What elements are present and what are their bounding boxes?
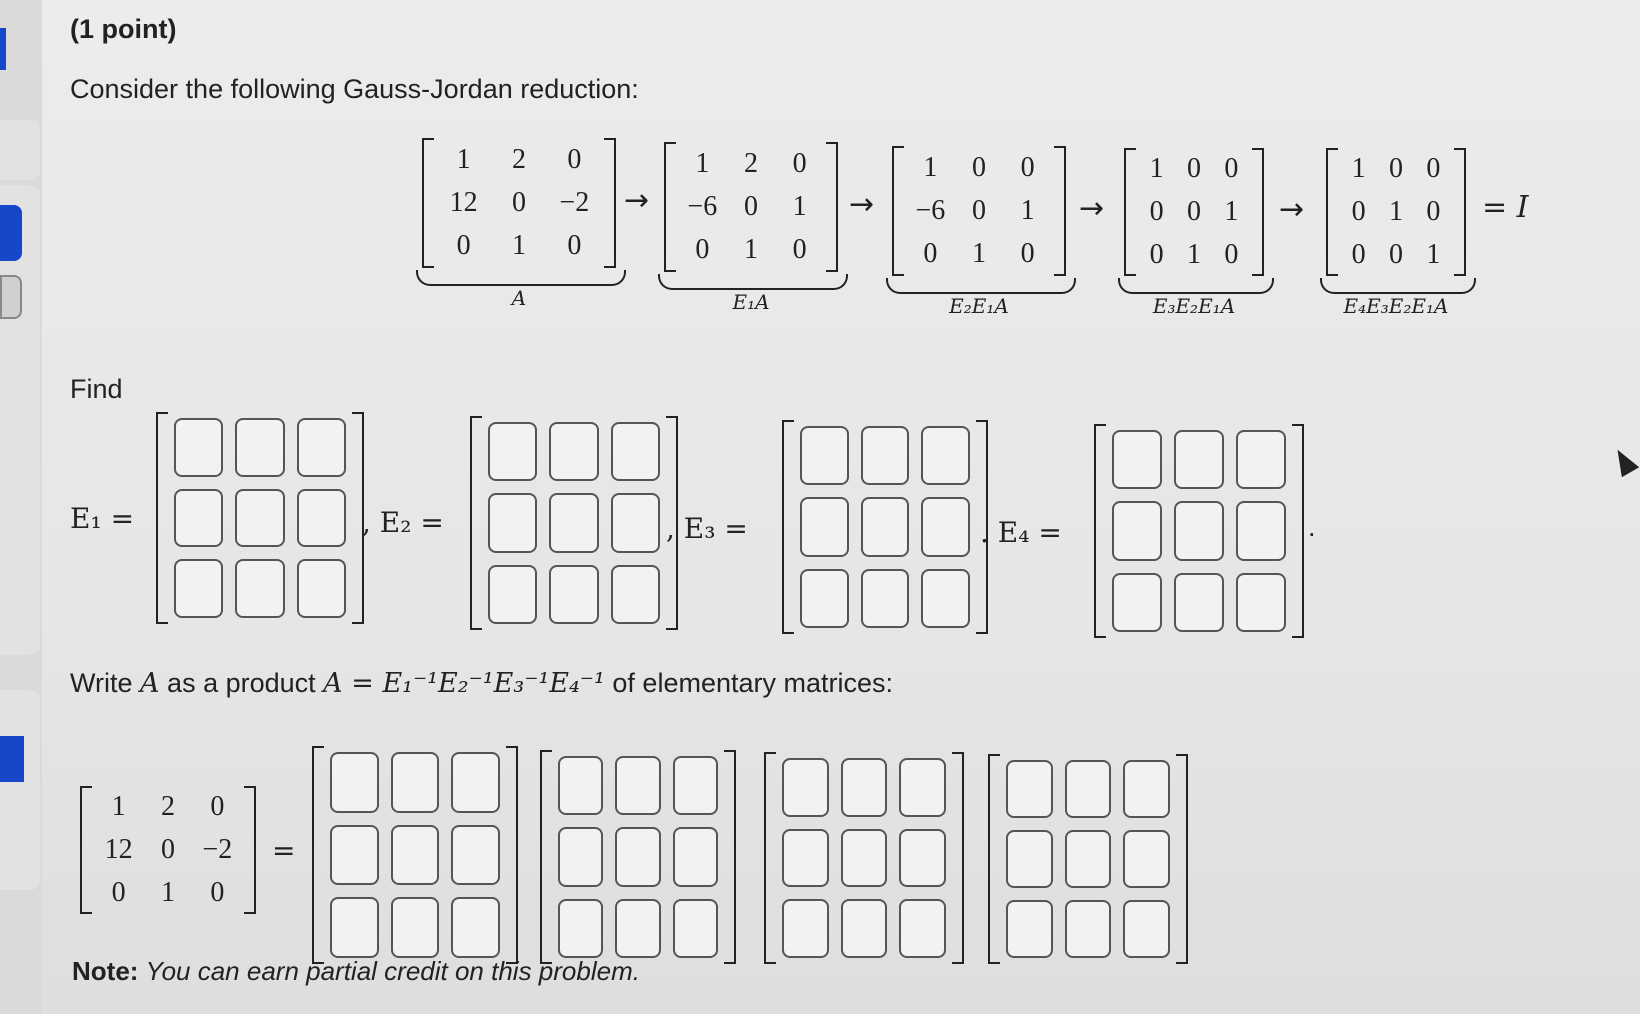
right-bracket — [666, 416, 678, 630]
matrix-entry: 0 — [1426, 153, 1441, 185]
matrix-entry: 12 — [449, 186, 478, 218]
underbrace — [1118, 278, 1274, 294]
entry-grid — [174, 418, 346, 618]
matrix-entry: 0 — [743, 190, 758, 222]
matrix-entry-input[interactable] — [611, 565, 660, 624]
matrix-entry-input[interactable] — [782, 829, 829, 888]
left-bracket — [80, 786, 92, 914]
matrix-entry: 0 — [1388, 153, 1403, 185]
matrix-entry-input[interactable] — [1123, 900, 1170, 958]
matrix-entry-input[interactable] — [549, 493, 598, 552]
matrix-entry-input[interactable] — [391, 752, 440, 813]
find-label-e3: , E₃ = — [666, 512, 748, 545]
matrix-entry: 1 — [1149, 153, 1164, 185]
matrix-entry-input[interactable] — [615, 899, 660, 958]
left-bracket — [664, 142, 676, 272]
matrix-entry-input[interactable] — [488, 493, 537, 552]
matrix-entry-input[interactable] — [330, 897, 379, 958]
matrix-entry-input[interactable] — [235, 559, 284, 618]
matrix-entry-input[interactable] — [174, 559, 223, 618]
matrix-entry-input[interactable] — [451, 752, 500, 813]
product-write: Write — [70, 668, 133, 698]
left-bracket — [312, 746, 324, 964]
find-label-e2: , E₂ = — [362, 506, 444, 539]
mouse-cursor-icon — [1609, 445, 1639, 478]
matrix-grid — [436, 138, 602, 268]
matrix-grid — [678, 142, 824, 272]
reduction-matrix — [422, 138, 616, 268]
matrix-entry: −2 — [559, 186, 590, 218]
matrix-entry: 0 — [1149, 195, 1164, 227]
matrix-input-e1 — [156, 412, 364, 624]
find-label-e1: E₁ = — [70, 502, 135, 535]
matrix-entry-input[interactable] — [549, 422, 598, 481]
entry-grid — [488, 422, 660, 624]
matrix-entry-input[interactable] — [1065, 760, 1112, 818]
matrix-input-e1-inverse — [312, 746, 518, 964]
left-bracket — [1094, 424, 1106, 638]
equals-identity: = I — [1482, 190, 1529, 225]
matrix-entry-input[interactable] — [841, 829, 888, 888]
matrix-entry-input[interactable] — [1112, 501, 1162, 560]
note — [72, 956, 640, 987]
entry-grid — [782, 758, 946, 958]
matrix-entry-input[interactable] — [488, 422, 537, 481]
left-bracket — [988, 754, 1000, 964]
matrix-input-e3 — [782, 420, 988, 634]
matrix-entry-input[interactable] — [297, 559, 346, 618]
entry-grid — [558, 756, 718, 958]
arrow-icon: → — [849, 187, 875, 222]
arrow-icon: → — [1079, 191, 1105, 226]
entry-grid — [1006, 760, 1170, 958]
matrix-entry-input[interactable] — [1065, 830, 1112, 888]
right-bracket — [952, 752, 964, 964]
reduction-matrix — [1124, 148, 1264, 276]
find-label: Find — [70, 374, 123, 404]
right-bracket — [976, 420, 988, 634]
matrix-entry-input[interactable] — [899, 758, 946, 817]
right-bracket — [352, 412, 364, 624]
matrix-entry: 0 — [511, 186, 526, 218]
underbrace-label: E₄E₃E₂E₁A — [1343, 294, 1449, 318]
left-bracket — [470, 416, 482, 630]
matrix-entry-input[interactable] — [1174, 573, 1224, 632]
matrix-entry: 1 — [456, 143, 471, 175]
arrow-icon: → — [624, 183, 650, 218]
matrix-entry-input[interactable] — [1112, 573, 1162, 632]
matrix-entry-input[interactable] — [1236, 501, 1286, 560]
matrix-entry: 0 — [1351, 195, 1366, 227]
matrix-entry-input[interactable] — [673, 899, 718, 958]
matrix-entry: 2 — [743, 147, 758, 179]
product-equals: = — [272, 834, 296, 867]
matrix-grid — [1138, 148, 1250, 276]
matrix-entry-input[interactable] — [615, 756, 660, 815]
matrix-entry-input[interactable] — [861, 497, 910, 556]
matrix-entry-input[interactable] — [899, 829, 946, 888]
matrix-entry: 1 — [511, 230, 526, 262]
left-bracket — [782, 420, 794, 634]
matrix-entry: 0 — [1186, 195, 1201, 227]
matrix-entry-input[interactable] — [1236, 573, 1286, 632]
matrix-entry: 0 — [1426, 195, 1441, 227]
matrix-entry: 1 — [1351, 153, 1366, 185]
left-bracket — [892, 146, 904, 276]
matrix-entry: 1 — [743, 234, 758, 266]
matrix-entry: 0 — [1020, 151, 1035, 183]
matrix-entry-input[interactable] — [841, 758, 888, 817]
matrix-entry-input[interactable] — [451, 897, 500, 958]
right-bracket — [506, 746, 518, 964]
matrix-entry: 1 — [1224, 195, 1239, 227]
matrix-entry-input[interactable] — [391, 825, 440, 886]
arrow-icon: → — [1279, 192, 1305, 227]
matrix-entry-input[interactable] — [1006, 830, 1053, 888]
matrix-entry-input[interactable] — [841, 899, 888, 958]
matrix-grid — [1340, 148, 1452, 276]
matrix-input-e2-inverse — [540, 750, 736, 964]
underbrace — [886, 278, 1076, 294]
matrix-entry-input[interactable] — [921, 569, 970, 628]
matrix-entry-input[interactable] — [235, 418, 284, 477]
matrix-entry-input[interactable] — [1236, 430, 1286, 489]
product-lhs-matrix — [80, 786, 256, 914]
matrix-entry-input[interactable] — [558, 827, 603, 886]
matrix-input-e4 — [1094, 424, 1304, 638]
matrix-entry-input[interactable] — [673, 756, 718, 815]
matrix-entry: 2 — [160, 791, 175, 823]
matrix-entry-input[interactable] — [488, 565, 537, 624]
matrix-entry: 1 — [792, 190, 807, 222]
matrix-grid — [94, 786, 242, 914]
matrix-entry: 1 — [923, 151, 938, 183]
product-after: of elementary matrices: — [612, 668, 894, 698]
matrix-entry-input[interactable] — [611, 493, 660, 552]
left-bracket — [540, 750, 552, 964]
entry-grid — [330, 752, 500, 958]
left-bracket — [1326, 148, 1338, 276]
matrix-entry-input[interactable] — [1174, 501, 1224, 560]
matrix-entry: 0 — [1149, 238, 1164, 270]
matrix-entry-input[interactable] — [861, 426, 910, 485]
matrix-entry-input[interactable] — [800, 569, 849, 628]
matrix-entry-input[interactable] — [330, 825, 379, 886]
matrix-entry: 0 — [1224, 153, 1239, 185]
matrix-entry: 1 — [1388, 195, 1403, 227]
matrix-entry-input[interactable] — [800, 497, 849, 556]
right-bracket — [244, 786, 256, 914]
matrix-entry: 0 — [971, 151, 986, 183]
matrix-entry: 0 — [567, 230, 582, 262]
matrix-entry-input[interactable] — [800, 426, 849, 485]
matrix-entry-input[interactable] — [174, 418, 223, 477]
matrix-entry: −2 — [202, 833, 233, 865]
underbrace-label: E₁A — [732, 290, 770, 314]
matrix-entry-input[interactable] — [1006, 760, 1053, 818]
matrix-entry-input[interactable] — [861, 569, 910, 628]
matrix-entry-input[interactable] — [235, 489, 284, 548]
matrix-entry: 0 — [1388, 238, 1403, 270]
matrix-entry: 0 — [456, 230, 471, 262]
matrix-entry-input[interactable] — [782, 758, 829, 817]
reduction-matrix — [1326, 148, 1466, 276]
matrix-entry: 1 — [111, 791, 126, 823]
matrix-entry: 0 — [567, 143, 582, 175]
matrix-entry-input[interactable] — [611, 422, 660, 481]
matrix-entry: 1 — [1186, 238, 1201, 270]
matrix-entry: 0 — [1020, 238, 1035, 270]
find-period: . — [1308, 512, 1316, 542]
entry-grid — [1112, 430, 1286, 632]
matrix-input-e4-inverse — [988, 754, 1188, 964]
matrix-entry-input[interactable] — [451, 825, 500, 886]
right-bracket — [724, 750, 736, 964]
matrix-entry-input[interactable] — [615, 827, 660, 886]
matrix-input-e2 — [470, 416, 678, 630]
matrix-entry-input[interactable] — [391, 897, 440, 958]
matrix-entry-input[interactable] — [1174, 430, 1224, 489]
matrix-entry: −6 — [687, 190, 718, 222]
problem-prompt: Consider the following Gauss-Jordan reduction: — [70, 74, 639, 104]
matrix-entry-input[interactable] — [673, 827, 718, 886]
matrix-entry: 12 — [104, 833, 133, 865]
matrix-entry-input[interactable] — [297, 418, 346, 477]
matrix-entry: 0 — [210, 791, 225, 823]
note-label: Note: — [72, 956, 139, 986]
left-bracket — [1124, 148, 1136, 276]
matrix-entry-input[interactable] — [1065, 900, 1112, 958]
matrix-entry-input[interactable] — [1112, 430, 1162, 489]
matrix-entry: 0 — [111, 876, 126, 908]
matrix-entry: 1 — [1426, 238, 1441, 270]
right-bracket — [1292, 424, 1304, 638]
matrix-entry: 0 — [792, 234, 807, 266]
matrix-entry: 0 — [1224, 238, 1239, 270]
matrix-entry: 0 — [1351, 238, 1366, 270]
left-bracket — [764, 752, 776, 964]
product-formula: A = E₁⁻¹E₂⁻¹E₃⁻¹E₄⁻¹ — [323, 668, 605, 699]
right-bracket — [826, 142, 838, 272]
reduction-matrix — [892, 146, 1066, 276]
matrix-input-e3-inverse — [764, 752, 964, 964]
matrix-entry-input[interactable] — [1123, 830, 1170, 888]
note-text: You can earn partial credit on this problem. — [145, 956, 640, 986]
matrix-entry: 0 — [1186, 153, 1201, 185]
matrix-entry-input[interactable] — [782, 899, 829, 958]
matrix-entry-input[interactable] — [921, 426, 970, 485]
right-bracket — [604, 138, 616, 268]
matrix-entry: 0 — [971, 194, 986, 226]
left-bracket — [156, 412, 168, 624]
find-label-e4: . E₄ = — [980, 516, 1062, 549]
matrix-entry: 1 — [695, 147, 710, 179]
product-A: A — [140, 668, 160, 699]
matrix-entry: 1 — [160, 876, 175, 908]
matrix-entry: 0 — [923, 238, 938, 270]
matrix-entry-input[interactable] — [921, 497, 970, 556]
matrix-grid — [906, 146, 1052, 276]
right-bracket — [1054, 146, 1066, 276]
reduction-matrix — [664, 142, 838, 272]
matrix-entry-input[interactable] — [1006, 900, 1053, 958]
matrix-entry-input[interactable] — [558, 899, 603, 958]
matrix-entry-input[interactable] — [549, 565, 598, 624]
underbrace — [416, 270, 626, 286]
right-bracket — [1252, 148, 1264, 276]
product-instruction — [70, 668, 893, 699]
matrix-entry: 1 — [1020, 194, 1035, 226]
matrix-entry: −6 — [915, 194, 946, 226]
underbrace-label: E₂E₁A — [949, 294, 1009, 318]
points-label: (1 point) — [70, 14, 177, 44]
matrix-entry: 2 — [511, 143, 526, 175]
left-bracket — [422, 138, 434, 268]
matrix-entry-input[interactable] — [1123, 760, 1170, 818]
underbrace — [658, 274, 848, 290]
underbrace — [1320, 278, 1476, 294]
entry-grid — [800, 426, 970, 628]
matrix-entry: 1 — [971, 238, 986, 270]
matrix-entry-input[interactable] — [558, 756, 603, 815]
matrix-entry: 0 — [695, 234, 710, 266]
matrix-entry: 0 — [160, 833, 175, 865]
right-bracket — [1176, 754, 1188, 964]
matrix-entry: 0 — [792, 147, 807, 179]
matrix-entry: 0 — [210, 876, 225, 908]
product-middle: as a product — [167, 668, 316, 698]
matrix-entry-input[interactable] — [297, 489, 346, 548]
underbrace-label: E₃E₂E₁A — [1152, 294, 1236, 318]
matrix-entry-input[interactable] — [899, 899, 946, 958]
right-bracket — [1454, 148, 1466, 276]
matrix-entry-input[interactable] — [174, 489, 223, 548]
matrix-entry-input[interactable] — [330, 752, 379, 813]
underbrace-label: A — [511, 286, 527, 310]
